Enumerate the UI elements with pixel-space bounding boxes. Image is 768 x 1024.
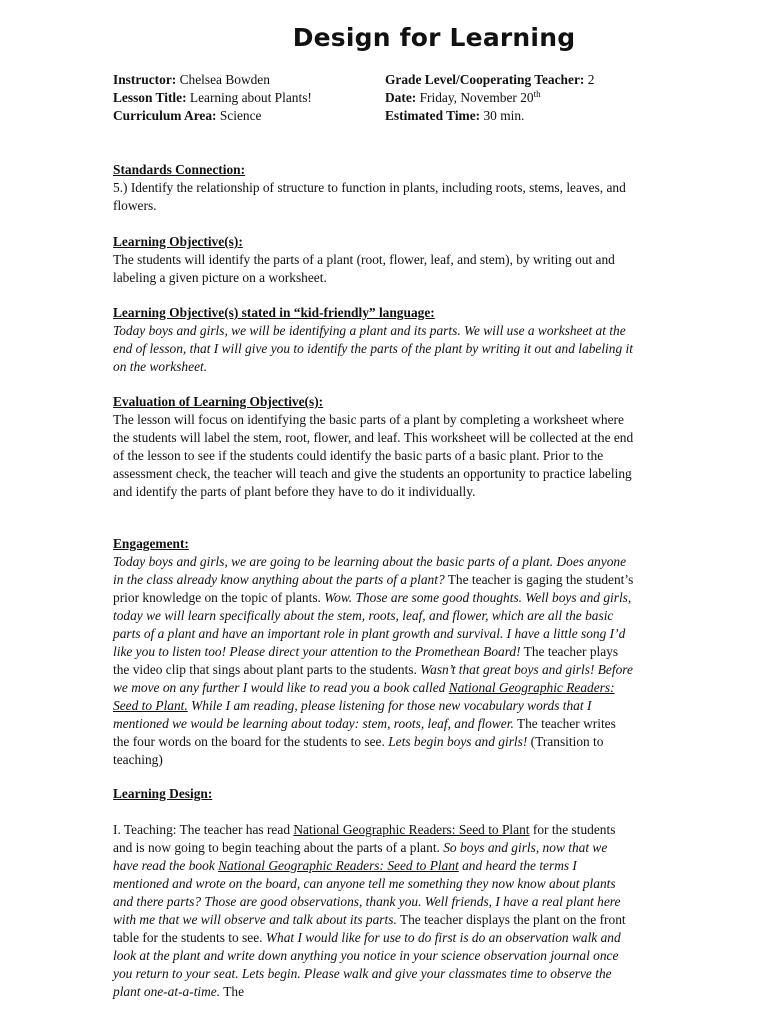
evaluation-text: The lesson will focus on identifying the basic parts of a plant by completing a worksheet where the students will label the stem, root, flower, and leaf. This worksheet will be collected at the end of the lesson to see if the students could identify the basic parts of a basic plant. Prior to the assessment check, the teacher will teach and give the students an opportunity to practice labeling and identify the parts of plant before they have to do it individually. [113, 412, 634, 499]
objective-heading: Learning Objective(s): [113, 234, 243, 249]
grade-level-label: Grade Level/Cooperating Teacher: [385, 72, 585, 87]
design-run: I. Teaching: The teacher has read [113, 822, 294, 837]
design-run: The [220, 984, 245, 999]
kid-friendly-heading: Learning Objective(s) stated in “kid-friendly” language: [113, 305, 435, 320]
estimated-time-row [385, 107, 594, 125]
standards-text: 5.) Identify the relationship of structure to function in plants, including roots, stems, leaves, and flowers. [113, 180, 626, 213]
standards-heading: Standards Connection: [113, 162, 246, 177]
objective-text: The students will identify the parts of a plant (root, flower, leaf, and stem), by writing out and labeling a given picture on a worksheet. [113, 252, 615, 285]
engagement-section [113, 535, 635, 769]
curriculum-area-label: Curriculum Area: [113, 108, 217, 123]
curriculum-area-value: Science [216, 108, 262, 123]
engagement-run: The teacher writes the four words on the board for the students to see. [113, 716, 616, 749]
learning-design-section [113, 785, 635, 1001]
design-run: and heard the terms I mentioned and wrote on the board, can anyone tell me something they now know about plants and there parts? Those are good observations, thank you. Well friends, I have a real plant here with me that we will observe and talk about its parts. [113, 858, 621, 927]
estimated-time-value: 30 min. [480, 108, 525, 123]
lesson-title-label: Lesson Title: [113, 90, 187, 105]
engagement-text [113, 553, 635, 769]
evaluation-section [113, 393, 635, 501]
date-label: Date: [385, 90, 417, 105]
engagement-heading: Engagement: [113, 536, 189, 551]
engagement-run: Wasn’t that great boys and girls! Before we move on any further I would like to read you a book called [113, 662, 633, 695]
grade-level-row [385, 71, 594, 89]
instructor-value: Chelsea Bowden [176, 72, 270, 87]
curriculum-area-row [113, 107, 312, 125]
book-title: National Geographic Readers: Seed to Plant. [113, 680, 615, 713]
engagement-run: Today boys and girls, we are going to be learning about the basic parts of a plant. Does anyone in the class already know anything about the parts of a plant? [113, 554, 627, 587]
engagement-run: The teacher plays the video clip that sings about plant parts to the students. [113, 644, 619, 677]
engagement-run: Lets begin boys and girls! [388, 734, 528, 749]
instructor-row [113, 71, 312, 89]
lesson-info-left [113, 71, 312, 125]
standards-section [113, 161, 635, 215]
engagement-run: Wow. Those are some good thoughts. Well boys and girls, today we will learn specifically about the stem, roots, leaf, and flower, which are all the basic parts of a plant and have an important role in plant growth and survival. I have a little song I’d like you to listen too! Please direct your attention to the Promethean Board! [113, 590, 632, 659]
book-title: National Geographic Readers: Seed to Plant [218, 858, 459, 873]
date-row [385, 89, 594, 107]
kid-friendly-text: Today boys and girls, we will be identifying a plant and its parts. We will use a worksheet at the end of lesson, that I will give you to identify the parts of the plant by writing it out and labeling it on the worksheet. [113, 323, 633, 374]
engagement-run: (Transition to teaching) [113, 734, 604, 767]
date-value: Friday, November 20 [416, 90, 534, 105]
instructor-label: Instructor: [113, 72, 177, 87]
lesson-title-row [113, 89, 312, 107]
book-title: National Geographic Readers: Seed to Plant [293, 822, 530, 837]
lesson-title-value: Learning about Plants! [186, 90, 312, 105]
engagement-run: The teacher is gaging the student’s prior knowledge on the topic of plants. [113, 572, 634, 605]
estimated-time-label: Estimated Time: [385, 108, 481, 123]
kid-friendly-section [113, 304, 635, 376]
objective-section [113, 233, 635, 287]
design-run: What I would like for use to do first is do an observation walk and look at the plant and write down anything you notice in your science observation journal once you return to your seat. Lets begin. Please walk and give your classmates time to observe the plant one-at-a-time. [113, 930, 621, 999]
lesson-info-right [385, 71, 594, 125]
design-run: for the students and is now going to begin teaching about the parts of a plant. [113, 822, 616, 855]
design-run: So boys and girls, now that we have read the book [113, 840, 608, 873]
document-title: Design for Learning [292, 23, 576, 52]
design-run: The teacher displays the plant on the front table for the students to see. [113, 912, 626, 945]
learning-design-text [113, 821, 635, 1001]
date-superscript: th [533, 89, 541, 99]
learning-design-heading: Learning Design: [113, 786, 213, 801]
engagement-run: While I am reading, please listening for those new vocabulary words that I mentioned we would be learning about today: stem, roots, leaf, and flower. [113, 698, 592, 731]
grade-level-value: 2 [584, 72, 595, 87]
evaluation-heading: Evaluation of Learning Objective(s): [113, 394, 324, 409]
